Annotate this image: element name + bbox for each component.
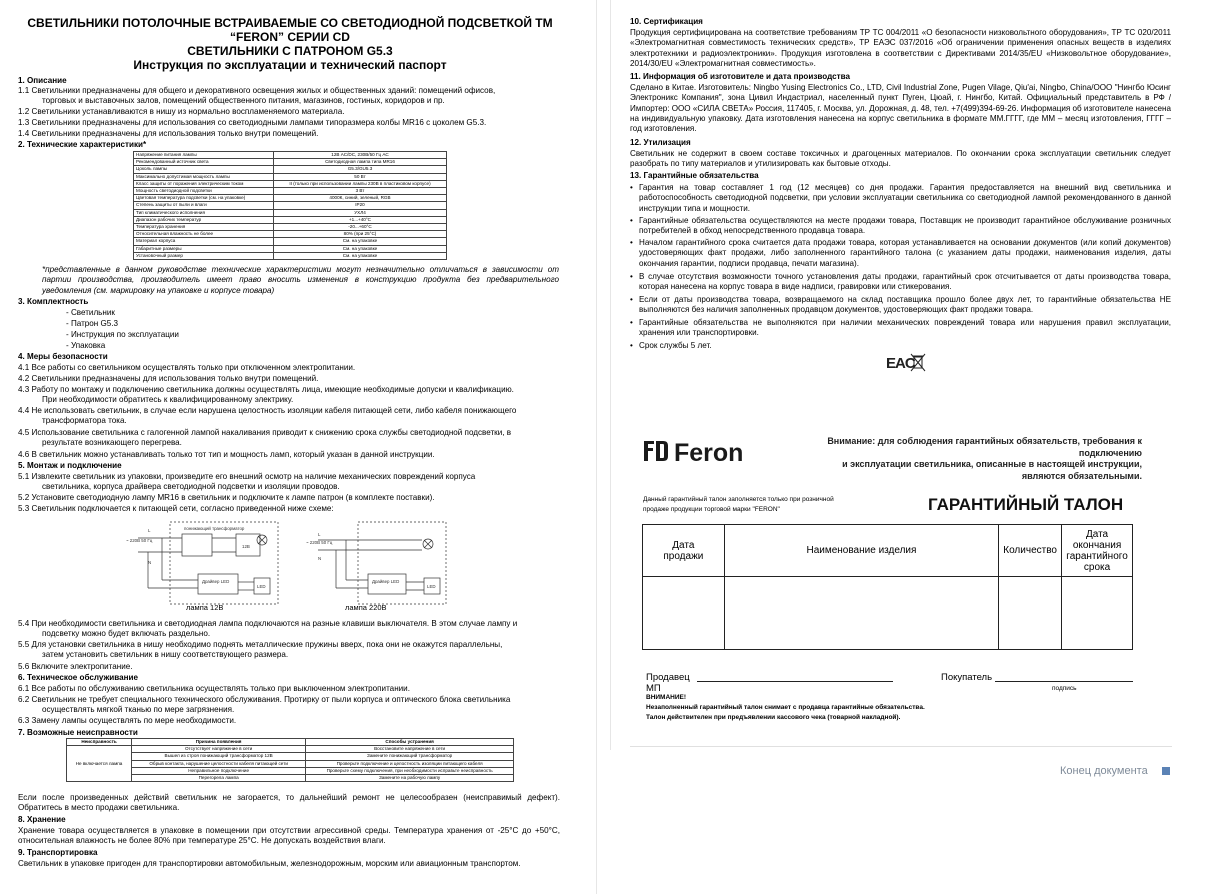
buyer-line[interactable] [995,681,1133,682]
wiring-diagram [118,518,458,614]
spec-row [134,231,447,238]
section-4-heading: 4. Меры безопасности [18,352,108,361]
kit-item: - Инструкция по эксплуатации [66,330,179,339]
section-1-line: торговых и выставочных залов, помещений общественного питания, магазинов, гостиных, коридоров и пр. [42,96,445,105]
warranty-cell[interactable] [1062,577,1133,650]
section-2-heading: 2. Технические характеристики* [18,140,147,149]
warranty-clause: • В случае отсутствия возможности точного установления даты продажи, гарантийный срок отсчитывается от даты производства товара, которая нанесена на корпус товара в виде надписи, гравировки или стикерования. [630,272,1171,292]
stamp-label: МП [646,683,661,694]
spec-param: Относительная влажность не более [134,231,274,238]
page-divider-right [610,0,611,750]
section-8-heading: 8. Хранение [18,815,66,824]
section-5-line: 5.1 Извлеките светильник из упаковки, произведите его внешний осмотр на наличие механических повреждений корпуса [18,472,476,481]
troubleshoot-col-header: Неисправность [67,739,132,746]
spec-row [134,188,447,195]
diagram-12v-label: 12В [242,544,250,549]
spec-value: -20...+60°С [274,224,447,231]
troubleshoot-cause: Отсутствует напряжение в сети [132,746,306,753]
spec-param: Температура хранения [134,224,274,231]
spec-note: *представленные в данном руководстве технические характеристики могут незначительно отличаться в зависимости от партии производства, производитель имеет право вносить изменения в конструкцию продукта без предварительного уведомления (см. маркировку на упаковке и корпусе товара) [42,265,559,295]
spec-value: См. на упаковке [274,238,447,245]
section-7-heading: 7. Возможные неисправности [18,728,138,737]
section-5-line: 5.5 Для установки светильника в нишу необходимо поднять металлические пружины вверх, пока они не окажутся параллельны, [18,640,503,649]
section-5-heading: 5. Монтаж и подключение [18,461,122,470]
spec-value: 12В AC/DC, 230В/50 Гц AC [274,152,447,159]
diagram-led-label: LED [427,584,436,589]
troubleshoot-table [66,738,514,782]
troubleshoot-header-row [67,739,514,746]
section-4-line: 4.3 Работу по монтажу и подключению светильника должны осуществлять лица, имеющие необходимые допуски и квалификацию. [18,385,514,394]
troubleshoot-row [67,775,514,782]
feron-logo-icon [642,437,758,465]
spec-row [134,224,447,231]
spec-value: 80% (при 25°С) [274,231,447,238]
section-1-line: 1.4 Светильники предназначены для использования только внутри помещений. [18,129,319,138]
warranty-cell[interactable] [643,577,725,650]
kit-item: - Упаковка [66,341,106,350]
spec-value: См. на упаковке [274,252,447,259]
spec-param: Диапазон рабочих температур [134,216,274,223]
section-6-line: 6.2 Светильник не требует специального технического обслуживания. Протирку от пыли корпуса и оптического блока светильника [18,695,511,704]
spec-param: Габаритные размеры [134,245,274,252]
section-6-heading: 6. Техническое обслуживание [18,673,138,682]
spec-table [133,151,447,260]
warranty-clause: • Если от даты производства товара, возвращаемого на склад поставщика прошло более двух лет, то гарантийные обязательства НЕ выполняются без наличия заполненных продавцом документов, удостоверяющих факт продажи товара. [630,295,1171,315]
section-7-after: Если после произведенных действий светильник не загорается, то дальнейший ремонт не целесообразен (неисправимый дефект). Обратитесь в место продажи светильника. [18,793,560,812]
warranty-clause: • Гарантийные обязательства не выполняются при наличии механических повреждений товара или нарушения правил эксплуатации, хранения или транспортировки. [630,318,1171,338]
section-6-line: 6.1 Все работы по обслуживанию светильника осуществлять только при выключенном электропитании. [18,684,410,693]
spec-value: Светодиодная лампа типа MR16 [274,159,447,166]
diagram-12v-caption: лампа 12В [186,603,224,612]
troubleshoot-row [67,760,514,767]
spec-row [134,159,447,166]
troubleshoot-cause: Вышел из строя понижающий трансформатор 12В [132,753,306,760]
section-9-text: Светильник в упаковке пригоден для транспортировки автомобильным, железнодорожным, морским или авиационным транспортом. [18,859,521,868]
section-4-line: 4.6 В светильник можно устанавливать только тот тип и мощность ламп, который указан в данной инструкции. [18,450,435,459]
section-11-text: Сделано в Китае. Изготовитель: Ningbo Yusing Electronics Co., LTD, Civil Industrial Zone, Pugen Vilage, Qiu'ai, Ningbo, China/ООО "Нингбо Юсинг Электроникс Компания", зона Цивил Индастриал, населенный пункт Пуген, Цюай, г. Нингбо, Китай. Официальный представитель в РФ / Импортер: ООО «СИЛА СВЕТА» Россия, 117405, г. Москва, ул. Дорожная, д. 48, тел. +7(499)394-69-26. Информация об изготовителе нанесена на индивидуальную упаковку. Дата изготовления нанесена на корпус светильника в формате ММ.ГГГГ, где ММ – месяц изготовления, ГГГГ – год изготовления. [630,83,1171,134]
troubleshoot-row [67,767,514,774]
section-5-line: 5.3 Светильник подключается к питающей сети, согласно приведенной ниже схеме: [18,504,334,513]
warranty-attention: Внимание: для соблюдения гарантийных обязательств, требования к подключению и эксплуатации светильника, описанные в настоящей инструкции, являются обязательными. [827,436,1142,481]
spec-row [134,180,447,187]
diagram-n-label: N [318,556,322,561]
spec-value: IP20 [274,202,447,209]
troubleshoot-col-header: Причина появления [132,739,306,746]
troubleshoot-row [67,753,514,760]
page-divider [596,0,597,894]
spec-row [134,152,447,159]
spec-param: Цветовая температура подсветки (см. на упаковке) [134,195,274,202]
eac-mark-icon [886,351,926,373]
warranty-warning: Незаполненный гарантийный талон снимает с продавца гарантийные обязательства. Талон действителен при предъявлении кассового чека (товарной накладной). [646,704,925,721]
warranty-warning-head: ВНИМАНИЕ! [646,694,687,701]
spec-value: УХЛ4 [274,209,447,216]
diagram-220v-caption: лампа 220В [345,603,387,612]
warranty-cell[interactable] [724,577,998,650]
spec-value: G5.3/GU5.3 [274,166,447,173]
diagram-driver-label: Драйвер LED [202,579,230,584]
signature-label: подпись [1052,685,1077,692]
diagram-n-label: N [148,560,152,565]
diagram-trans-label: понижающий трансформатор [184,526,245,531]
spec-param: Цоколь лампы [134,166,274,173]
spec-value: 4000К, синий, зеленый, RGB [274,195,447,202]
spec-row [134,252,447,259]
troubleshoot-row [67,746,514,753]
spec-param: Степень защиты от пыли и влаги [134,202,274,209]
spec-value: +1...+40°С [274,216,447,223]
section-12-text: Светильник не содержит в своем составе токсичных и драгоценных материалов. По окончании срока эксплуатации светильник следует разобрать по типу материалов и утилизировать как бытовые отходы. [630,149,1171,169]
troubleshoot-fault: Не включается лампа [67,746,132,782]
diagram-driver-label: Драйвер LED [372,579,400,584]
warranty-clause: • Гарантия на товар составляет 1 год (12 месяцев) со дня продажи. Гарантия предоставляется на внешний вид светильника и работоспособность светодиодной подсветки, при условии эксплуатации светильника со светодиодной лампой рекомендованного в данной инструкции типа и мощности. [630,183,1171,213]
kit-item: - Патрон G5.3 [66,319,119,328]
spec-param: Максимально допустимая мощность лампы [134,173,274,180]
troubleshoot-cause: Неправильное подключение [132,767,306,774]
section-5-line: 5.2 Установите светодиодную лампу MR16 в светильник и подключите к лампе патрон (в комплекте поставки). [18,493,435,502]
section-4-line: 4.2 Светильники предназначены для использования только внутри помещений. [18,374,319,383]
section-6-line: 6.3 Замену лампы осуществлять по мере необходимости. [18,716,237,725]
section-4-line: трансформатора тока. [42,416,127,425]
section-5-line: 5.4 При необходимости светильника и светодиодная лампа подключаются на разные клавиши выключателя. В этом случае лампу и [18,619,518,628]
section-4-line: результате возникающего перегрева. [42,438,182,447]
section-1-line: 1.1 Светильники предназначены для общего и декоративного освещения жилых и общественных зданий: помещений офисов, [18,86,496,95]
section-6-line: осуществлять мягкой тканью по мере загрязнения. [42,705,235,714]
diagram-volt-label: ~ 220В 50 Гц [126,538,153,543]
buyer-label: Покупатель [941,672,993,683]
troubleshoot-fix: Замените на рабочую лампу [306,775,514,782]
kit-item: - Светильник [66,308,115,317]
spec-row [134,238,447,245]
spec-value: См. на упаковке [274,245,447,252]
section-8-text: Хранение товара осуществляется в упаковке в помещении при отсутствии агрессивной среды. Температура хранения от -25°С до +50°С, относительная влажность не более 80% при температуре 25°С. Не допускать воздействия влаги. [18,826,560,845]
end-divider [630,746,1172,747]
warranty-col-header: Дата продажи [643,525,725,577]
section-4-line: 4.4 Не использовать светильник, в случае если нарушена целостность изоляции кабеля питающей сети, либо кабеля понижающего [18,406,517,415]
spec-row [134,209,447,216]
spec-row [134,195,447,202]
spec-param: Тип климатического исполнения [134,209,274,216]
spec-param: Класс защиты от поражения электрическим током [134,180,274,187]
troubleshoot-fix: Замените понижающий трансформатор [306,753,514,760]
section-1-line: 1.2 Светильники устанавливаются в нишу из нормально воспламеняемого материала. [18,107,345,116]
warranty-clause: • Срок службы 5 лет. [630,341,712,350]
troubleshoot-fix: Проверьте схему подключения, при необходимости исправьте неисправность [306,767,514,774]
feron-logo-text: Feron [674,439,744,465]
section-5-line: 5.6 Включите электропитание. [18,662,133,671]
section-5-line: светильника, корпуса драйвера светодиодной подсветки и изоляции проводов. [42,482,340,491]
seller-line[interactable] [697,681,893,682]
section-12-heading: 12. Утилизация [630,138,691,147]
section-10-heading: 10. Сертификация [630,17,703,26]
section-4-line: 4.1 Все работы со светильником осуществлять только при отключенном электропитании. [18,363,356,372]
troubleshoot-cause: Обрыв контакта, нарушение целостности кабеля питающей сети [132,760,306,767]
warranty-cell[interactable] [999,577,1062,650]
spec-row [134,166,447,173]
end-square-icon [1162,767,1170,775]
diagram-l-label: L [148,528,151,533]
troubleshoot-fix: Восстановите напряжение в сети [306,746,514,753]
section-4-line: При необходимости обратитесь к квалифицированному электрику. [42,395,294,404]
section-1-heading: 1. Описание [18,76,67,85]
eac-mark-text: EAC [886,355,915,372]
warranty-col-header: Дата окончания гарантийного срока [1062,525,1133,577]
section-13-heading: 13. Гарантийные обязательства [630,171,759,180]
diagram-l-label: L [318,532,321,537]
section-1-line: 1.3 Светильники предназначены для использования со светодиодными лампами типоразмера колбы MR16 с цоколем G5.3. [18,118,487,127]
spec-param: Установочный размер [134,252,274,259]
spec-value: II (только при использовании лампы 230В в пластиковом корпусе) [274,180,447,187]
troubleshoot-fix: Проверьте подключение и целостность изоляции питающего кабеля [306,760,514,767]
spec-param: Материал корпуса [134,238,274,245]
section-4-line: 4.5 Использование светильника с галогенной лампой накаливания приводит к снижению срока службы светодиодной подсветки, в [18,428,512,437]
section-10-text: Продукция сертифицирована на соответствие требованиям ТР ТС 004/2011 «О безопасности низковольтного оборудования», ТР ТС 020/2011 «Электромагнитная совместимость технических средств», ТР ЕАЭС 037/2016 «Об ограничении применения опасных веществ в изделиях электротехники и радиоэлектроники». Продукция изготовлена в соответствии с Директивами 2014/35/EU «Низковольтное оборудование», 2014/30/EU «Электромагнитная совместимость». [630,28,1171,68]
diagram-volt-label: ~ 220В 50 Гц [306,540,333,545]
spec-value: 50 Вт [274,173,447,180]
section-5-line: подсветку можно будет включать раздельно. [42,629,211,638]
spec-value: 3 Вт [274,188,447,195]
warranty-clause: • Гарантийные обязательства осуществляются на месте продажи товара, Поставщик не производит гарантийное обслуживание розничных потребителей в обход непосредственного продавца товара. [630,216,1171,236]
spec-param: Напряжение питания лампы [134,152,274,159]
section-5-line: затем установить светильник в нишу соответствующего размера. [42,650,289,659]
spec-row [134,202,447,209]
troubleshoot-cause: Перегорела лампа [132,775,306,782]
spec-param: Мощность светодиодной подсветки [134,188,274,195]
document-title: СВЕТИЛЬНИКИ ПОТОЛОЧНЫЕ ВСТРАИВАЕМЫЕ СО СВЕТОДИОДНОЙ ПОДСВЕТКОЙ ТМ “FERON” СЕРИИ CD СВЕТИЛЬНИКИ С ПАТРОНОМ G5.3 Инструкция по эксплуатации и технический паспорт [27,16,553,72]
end-of-document: Конец документа [1060,765,1148,777]
troubleshoot-col-header: Способы устранения [306,739,514,746]
seller-label: Продавец [646,672,690,683]
spec-param: Рекомендованный источник света [134,159,274,166]
warranty-table [642,524,1133,650]
diagram-led-label: LED [257,584,266,589]
warranty-col-header: Количество [999,525,1062,577]
section-9-heading: 9. Транспортировка [18,848,98,857]
spec-row [134,245,447,252]
warranty-col-header: Наименование изделия [724,525,998,577]
warranty-clause: • Началом гарантийного срока считается дата продажи товара, которая устанавливается на основании документов (или копий документов) удостоверяющих факт продажи, либо заполненного гарантийного талона (с указанием даты продажи, наименования изделия, даты окончания гарантии, подписи продавца, печати магазина). [630,238,1171,268]
section-11-heading: 11. Информация об изготовителе и дата производства [630,72,850,81]
spec-row [134,173,447,180]
warranty-fill-note: Данный гарантийный талон заполняется только при розничной продаже продукции торговой марки "FERON" [643,496,834,513]
section-3-heading: 3. Комплектность [18,297,89,306]
spec-row [134,216,447,223]
warranty-title: ГАРАНТИЙНЫЙ ТАЛОН [928,495,1124,514]
